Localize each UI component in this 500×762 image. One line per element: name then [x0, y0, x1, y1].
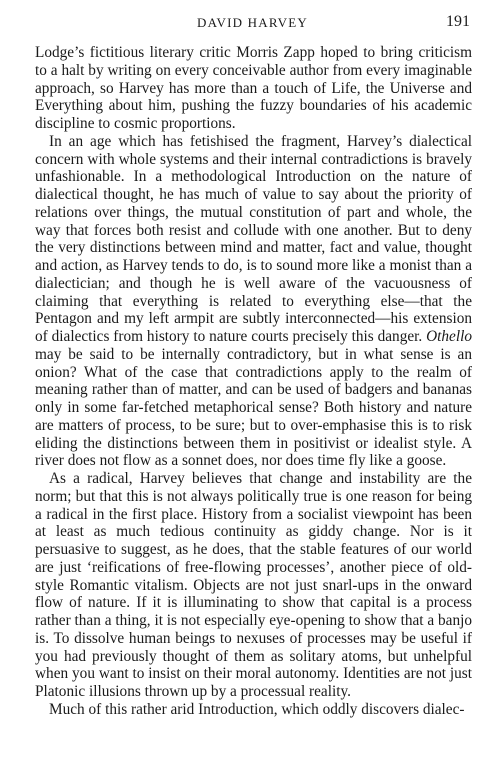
othello-title: Othello — [426, 328, 472, 345]
paragraph-1: Lodge’s fictitious literary critic Morris Zapp hoped to bring criticism to a halt by writing on every conceivable author from every imaginable approach, so Harvey has more than a touch of Life, the Universe and Everything about him, pushing the fuzzy boundaries of his academic discipline to cosmic proportions. — [35, 44, 472, 132]
paragraph-4: Much of this rather arid Introduction, which oddly discovers dialec- — [49, 700, 465, 718]
paragraph-2 — [35, 133, 472, 470]
paragraph-3: As a radical, Harvey believes that change and instability are the norm; but that this is not always politically true is one reason for being a radical in the first place. History from a socialist viewpoint has been at least as much tedious continuity as giddy change. Nor is it persuasive to suggest, as he does, that the stable features of our world are just ‘reifications of free-flowing processes’, another piece of old-style Romantic vitalism. Objects are not just snarl-ups in the onward flow of nature. If it is illuminating to show that capital is a process rather than a thing, it is not especially eye-opening to show that a banjo is. To dissolve human beings to nexuses of processes may be useful if you had previously thought of them as solitary atoms, but unhelpful when you want to insist on their moral autonomy. Identities are not just Platonic illusions thrown up by a processual reality. — [35, 470, 472, 700]
running-head — [35, 13, 470, 35]
paragraph-2-text-b: may be said to be internally contradictory, but in what sense is an onion? What of the case that contradictions apply to the realm of meaning rather than of matter, and can be used of badgers and bananas only in some far-fetched metaphorical sense? Both history and nature are matters of process, to be sure; but to over-emphasise this is to risk eliding the distinctions between them in positivist or idealist style. A river does not flow as a sonnet does, nor does time fly like a goose. — [35, 345, 472, 470]
body-text — [35, 44, 472, 719]
paragraph-2-text-a: In an age which has fetishised the fragment, Harvey’s dialectical concern with whole systems and their internal contradictions is bravely unfashionable. In a methodological Introduction on the nature of dialectical thought, he has much of value to say about the priority of relations over things, the mutual constitution of part and whole, the way that forces both resist and collude with one another. But to deny the very distinctions between mind and matter, fact and value, thought and action, as Harvey tends to do, is to sound more like a monist than a dialectician; and though he is well aware of the vacuousness of claiming that everything is related to everything else—that the Pentagon and my left armpit are subtly interconnected—his extension of dialectics from history to nature courts precisely this danger. — [35, 132, 472, 345]
page-number: 191 — [446, 13, 470, 30]
running-title: DAVID HARVEY — [197, 15, 308, 30]
